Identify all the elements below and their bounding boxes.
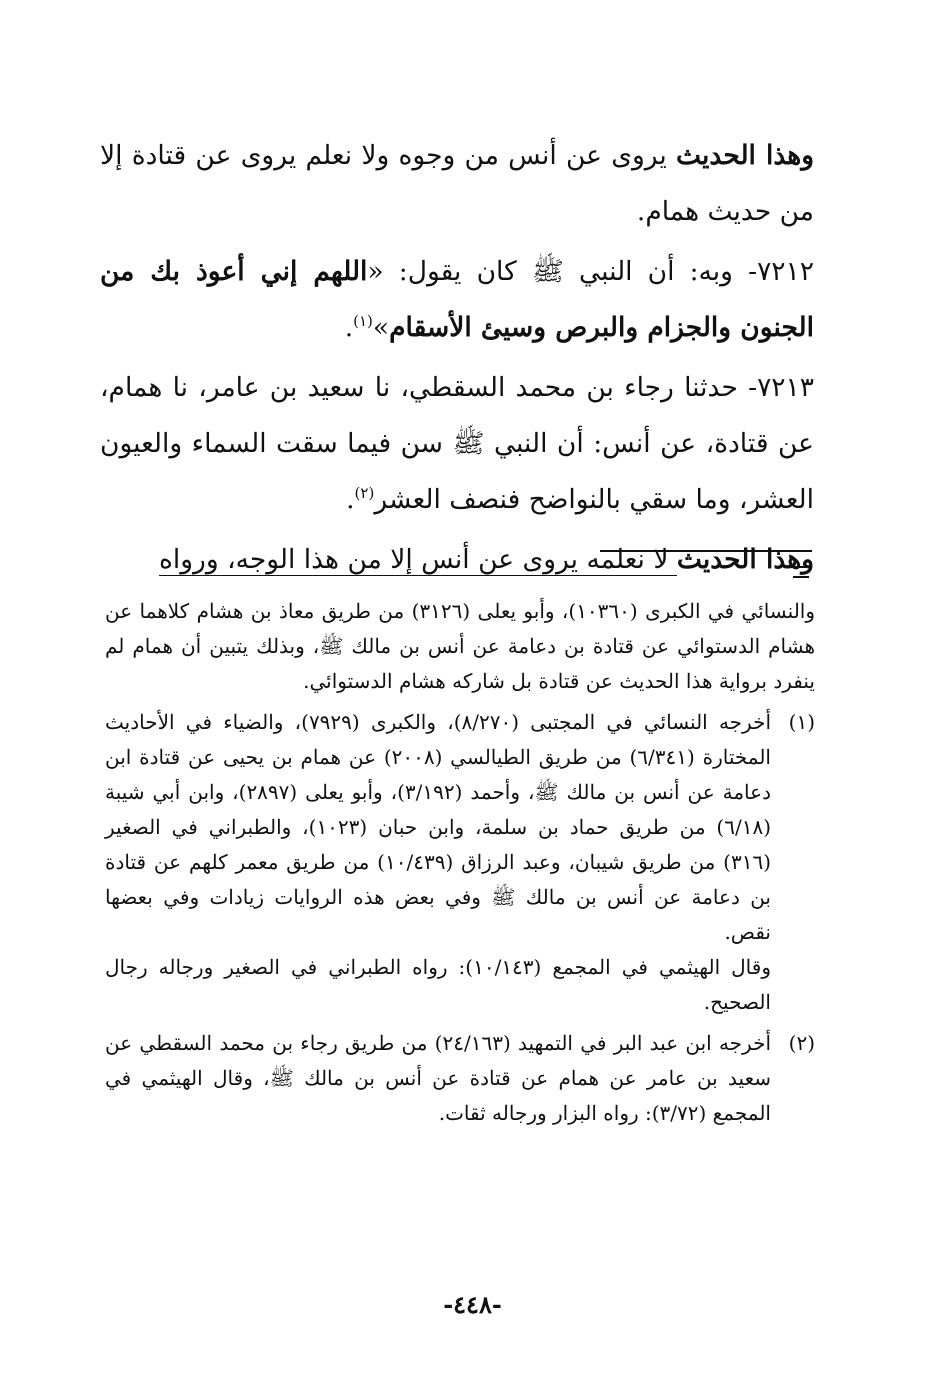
continuation-mark [793,566,809,578]
footnote-2-text: أخرجه ابن عبد البر في التمهيد (٢٤/١٦٣) من طريق رجاء بن محمد السقطي عن سعيد بن عامر عن همام عن قتادة عن أنس بن مالك ﷺ، وقال الهيثمي في المجمع (٣/٧٢): رواه البزار ورجاله ثقات. [105,1031,771,1125]
footnote-ref-2[interactable]: (٢) [354,484,375,503]
sentence-end: . [344,312,354,343]
footnote-ref-1[interactable]: (١) [353,312,373,331]
paragraph-hadith-note-2 [100,532,814,588]
footnote-continued-text: والنسائي في الكبرى (١٠٣٦٠)، وأبو يعلى (٣١٢٦) من طريق معاذ بن هشام كلاهما عن هشام الدستوائي عن قتادة بن دعامة عن أنس بن مالك ﷺ، وبذلك يتبين أن همام لم ينفرد برواية هذا الحديث عن قتادة بل شاركه هشام الدستوائي. [105,599,815,693]
hadith-text: ٧٢١٣- حدثنا رجاء بن محمد السقطي، نا سعيد بن عامر، نا همام، عن قتادة، عن أنس: أن النبي ﷺ سن فيما سقت السماء والعيون العشر، وما سقي بالنواضح فنصف العشر [100,372,814,515]
footnote-2-number: (٢) [788,1031,815,1055]
footnote-divider [600,550,812,552]
sentence-end: . [346,484,355,515]
paragraph-hadith-note-1 [100,128,814,240]
paragraph-lead: وهذا الحديث [676,140,814,171]
quote-close: » [372,312,390,343]
paragraph-hadith-7212 [100,244,814,356]
paragraph-lead: وهذا الحديث [676,544,814,575]
footnote-continued [105,594,815,699]
underlined-text: لا نعلمه يروى عن أنس إلا من هذا الوجه، ورواه [159,544,677,575]
footnote-1-number: (١) [788,710,815,734]
footnotes [105,594,815,1137]
hadith-prefix: ٧٢١٢- وبه: أن النبي ﷺ كان يقول: « [367,256,814,287]
footnote-1-extra: وقال الهيثمي في المجمع (١٠/١٤٣): رواه الطبراني في الصغير ورجاله رجال الصحيح. [105,955,771,1014]
paragraph-text: يروى عن أنس من وجوه ولا نعلم يروى عن قتادة إلا من حديث همام. [100,140,814,227]
page-number: -٤٤٨- [443,1290,502,1319]
footnote-1-text: أخرجه النسائي في المجتبى (٨/٢٧٠)، والكبرى (٧٩٢٩)، والضياء في الأحاديث المختارة (٦/٣٤١) من طريق الطيالسي (٢٠٠٨) عن همام بن يحيى عن قتادة ابن دعامة عن أنس بن مالك ﷺ، وأحمد (٣/١٩٢)، وأبو يعلى (٢٨٩٧)، وابن أبي شيبة (٦/١٨) من طريق حماد بن سلمة، وابن حبان (١٠٢٣)، والطبراني في الصغير (٣١٦) من طريق شيبان، وعبد الرزاق (١٠/٤٣٩) من طريق معمر كلهم عن قتادة بن دعامة عن أنس بن مالك ﷺ وفي بعض هذه الروايات زيادات وفي بعضها نقص. [105,710,772,944]
paragraph-hadith-7213 [100,360,814,528]
hadith-quote: اللهم إني أعوذ بك من الجنون والجزام والبرص وسيئ الأسقام [100,256,814,343]
main-text [100,128,814,592]
footnote-2 [105,1026,815,1131]
footnote-1 [105,705,815,1020]
